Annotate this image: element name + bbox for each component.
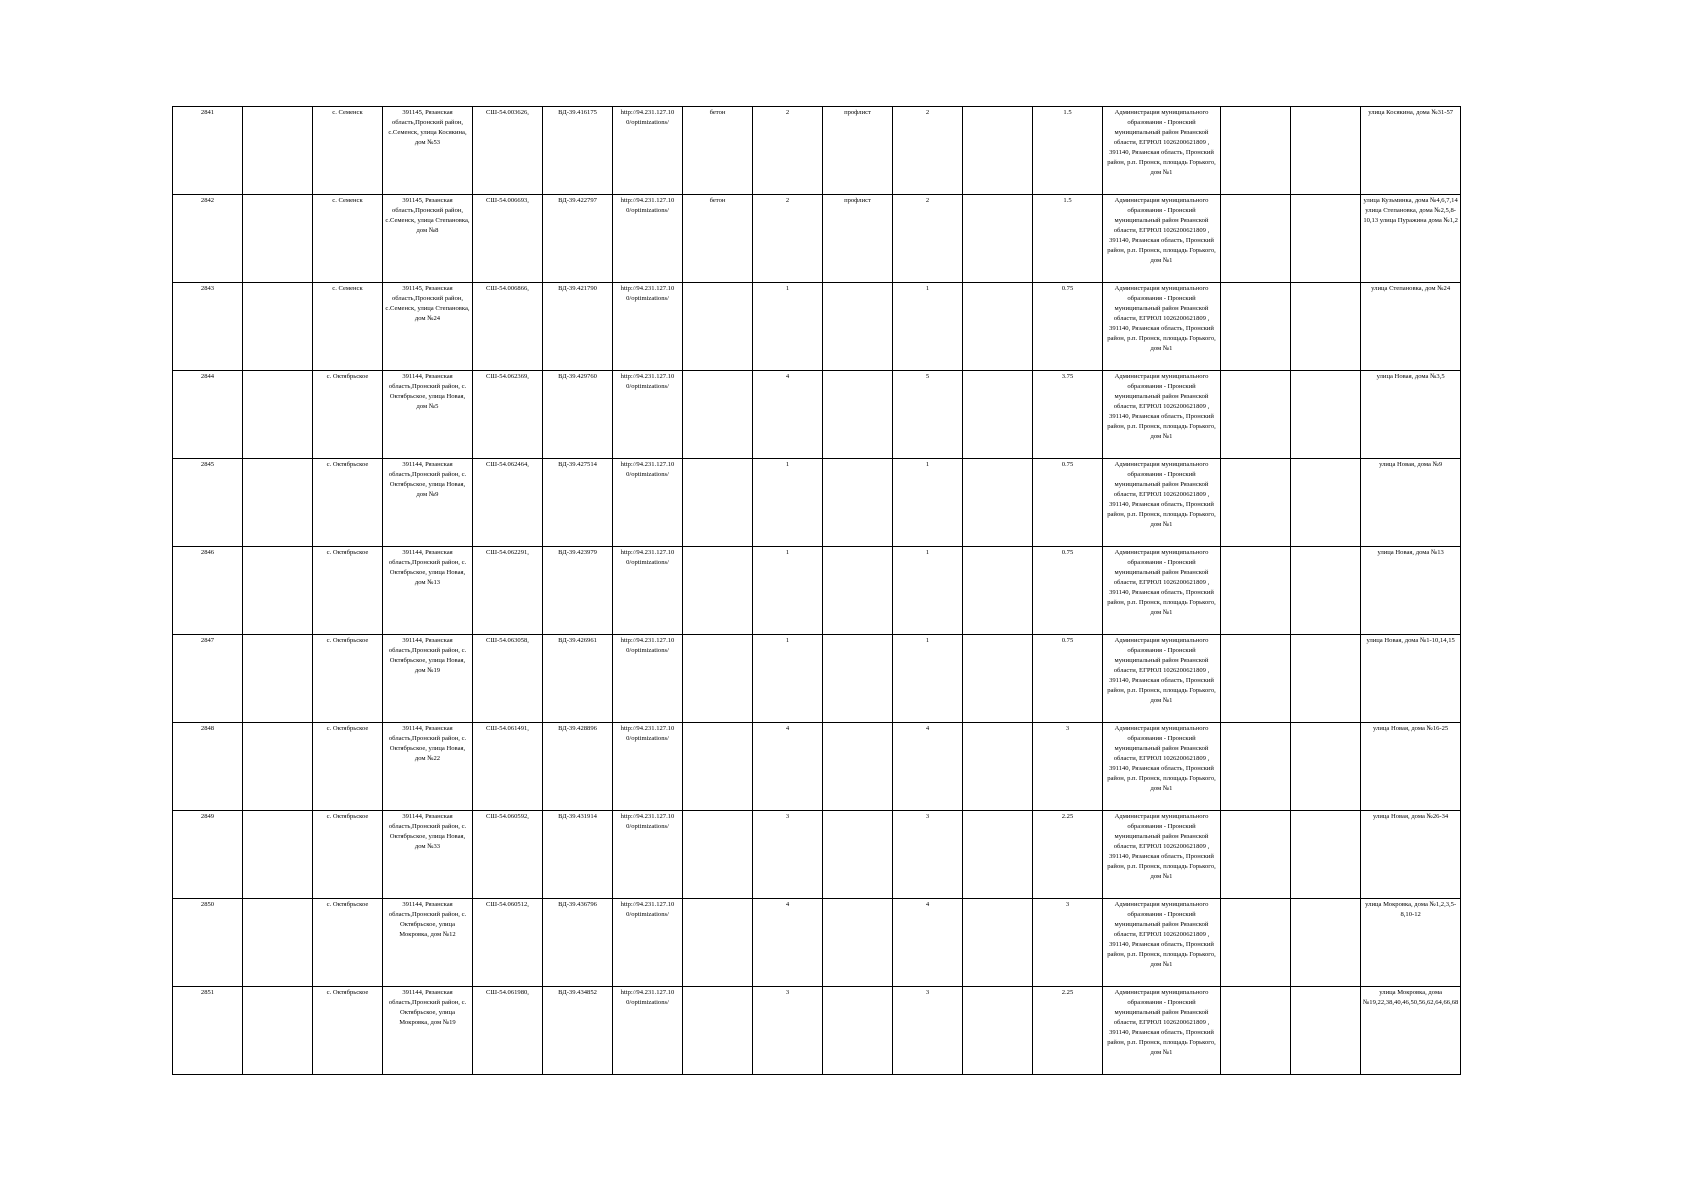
volume-cell: 0.75 <box>1033 283 1103 371</box>
longitude-cell: ВД-39.422797 <box>543 195 613 283</box>
table-row <box>173 723 1461 811</box>
row-number-cell: 2845 <box>173 459 243 547</box>
empty-cell <box>963 987 1033 1075</box>
empty-cell <box>243 635 313 723</box>
surface-cell <box>683 371 753 459</box>
fence-cell: профлист <box>823 195 893 283</box>
surface-cell <box>683 811 753 899</box>
served-streets-cell: улица Мокровка, дома №1,2,3,5-8,10-12 <box>1361 899 1461 987</box>
area-count-cell: 4 <box>753 371 823 459</box>
settlement-cell: с. Октябрьское <box>313 811 383 899</box>
row-number-cell: 2851 <box>173 987 243 1075</box>
empty-cell <box>243 987 313 1075</box>
volume-cell: 0.75 <box>1033 547 1103 635</box>
empty-cell <box>963 107 1033 195</box>
row-number-cell: 2847 <box>173 635 243 723</box>
empty-cell <box>243 547 313 635</box>
surface-cell <box>683 899 753 987</box>
settlement-cell: с. Октябрьское <box>313 459 383 547</box>
owner-org-cell: Администрация муниципального образования - Пронский муниципальный район Рязанской области, ЕГРЮЛ 1026200621809 , 391140, Рязанская область, Пронский район, р.п. Пронск, площадь Горького, дом №1 <box>1103 723 1221 811</box>
row-number-cell: 2841 <box>173 107 243 195</box>
empty-cell <box>1221 107 1291 195</box>
surface-cell <box>683 723 753 811</box>
fence-cell <box>823 899 893 987</box>
empty-cell <box>1221 283 1291 371</box>
table-row <box>173 635 1461 723</box>
longitude-cell: ВД-39.426961 <box>543 635 613 723</box>
served-streets-cell: улица Новая, дома №26-34 <box>1361 811 1461 899</box>
volume-cell: 2.25 <box>1033 811 1103 899</box>
settlement-cell: с. Октябрьское <box>313 723 383 811</box>
row-number-cell: 2843 <box>173 283 243 371</box>
volume-cell: 3 <box>1033 899 1103 987</box>
empty-cell <box>963 283 1033 371</box>
longitude-cell: ВД-39.428896 <box>543 723 613 811</box>
empty-cell <box>1291 811 1361 899</box>
served-streets-cell: улица Мокровка, дома №19,22,38,40,46,50,56,62,64,66,68 <box>1361 987 1461 1075</box>
empty-cell <box>963 547 1033 635</box>
container-count-cell: 1 <box>893 283 963 371</box>
surface-cell <box>683 635 753 723</box>
empty-cell <box>243 283 313 371</box>
fence-cell <box>823 635 893 723</box>
served-streets-cell: улица Новая, дома №1-10,14,15 <box>1361 635 1461 723</box>
latitude-cell: СШ-54.060512, <box>473 899 543 987</box>
empty-cell <box>1221 547 1291 635</box>
area-count-cell: 4 <box>753 899 823 987</box>
empty-cell <box>963 459 1033 547</box>
row-number-cell: 2850 <box>173 899 243 987</box>
owner-org-cell: Администрация муниципального образования - Пронский муниципальный район Рязанской области, ЕГРЮЛ 1026200621809 , 391140, Рязанская область, Пронский район, р.п. Пронск, площадь Горького, дом №1 <box>1103 195 1221 283</box>
volume-cell: 3.75 <box>1033 371 1103 459</box>
empty-cell <box>243 899 313 987</box>
settlement-cell: с. Октябрьское <box>313 371 383 459</box>
longitude-cell: ВД-39.436796 <box>543 899 613 987</box>
address-cell: 391144, Рязанская область,Пронский район, с. Октябрьское, улица Новая, дом №9 <box>383 459 473 547</box>
owner-org-cell: Администрация муниципального образования - Пронский муниципальный район Рязанской области, ЕГРЮЛ 1026200621809 , 391140, Рязанская область, Пронский район, р.п. Пронск, площадь Горького, дом №1 <box>1103 371 1221 459</box>
volume-cell: 3 <box>1033 723 1103 811</box>
table-row <box>173 811 1461 899</box>
empty-cell <box>243 459 313 547</box>
served-streets-cell: улица Новая, дома №16-25 <box>1361 723 1461 811</box>
owner-org-cell: Администрация муниципального образования - Пронский муниципальный район Рязанской области, ЕГРЮЛ 1026200621809 , 391140, Рязанская область, Пронский район, р.п. Пронск, площадь Горького, дом №1 <box>1103 107 1221 195</box>
address-cell: 391144, Рязанская область,Пронский район, с. Октябрьское, улица Новая, дом №13 <box>383 547 473 635</box>
area-count-cell: 3 <box>753 811 823 899</box>
empty-cell <box>1291 987 1361 1075</box>
table-row <box>173 195 1461 283</box>
empty-cell <box>963 371 1033 459</box>
table-row <box>173 107 1461 195</box>
fence-cell <box>823 459 893 547</box>
longitude-cell: ВД-39.431914 <box>543 811 613 899</box>
link-cell[interactable]: http://94.231.127.10 0/optimizations/ <box>613 547 683 635</box>
link-cell[interactable]: http://94.231.127.10 0/optimizations/ <box>613 107 683 195</box>
latitude-cell: СШ-54.062291, <box>473 547 543 635</box>
table-body <box>173 107 1461 1075</box>
latitude-cell: СШ-54.062369, <box>473 371 543 459</box>
latitude-cell: СШ-54.003626, <box>473 107 543 195</box>
container-count-cell: 1 <box>893 635 963 723</box>
address-cell: 391145, Рязанская область,Пронский район, с.Семенск, улица Степановка, дом №24 <box>383 283 473 371</box>
owner-org-cell: Администрация муниципального образования - Пронский муниципальный район Рязанской области, ЕГРЮЛ 1026200621809 , 391140, Рязанская область, Пронский район, р.п. Пронск, площадь Горького, дом №1 <box>1103 547 1221 635</box>
link-cell[interactable]: http://94.231.127.10 0/optimizations/ <box>613 635 683 723</box>
settlement-cell: с. Октябрьское <box>313 899 383 987</box>
settlement-cell: с. Семенск <box>313 107 383 195</box>
served-streets-cell: улица Кузьминка, дома №4,6,7,14 улица Степановка, дома №2,5,8-10,13 улица Пуражина дома №1,2 <box>1361 195 1461 283</box>
row-number-cell: 2848 <box>173 723 243 811</box>
served-streets-cell: улица Косякина, дома №31-57 <box>1361 107 1461 195</box>
latitude-cell: СШ-54.063058, <box>473 635 543 723</box>
table-row <box>173 987 1461 1075</box>
link-cell[interactable]: http://94.231.127.10 0/optimizations/ <box>613 459 683 547</box>
link-cell[interactable]: http://94.231.127.10 0/optimizations/ <box>613 371 683 459</box>
container-count-cell: 2 <box>893 195 963 283</box>
empty-cell <box>243 371 313 459</box>
container-count-cell: 5 <box>893 371 963 459</box>
row-number-cell: 2842 <box>173 195 243 283</box>
container-count-cell: 4 <box>893 899 963 987</box>
latitude-cell: СШ-54.061980, <box>473 987 543 1075</box>
owner-org-cell: Администрация муниципального образования - Пронский муниципальный район Рязанской области, ЕГРЮЛ 1026200621809 , 391140, Рязанская область, Пронский район, р.п. Пронск, площадь Горького, дом №1 <box>1103 459 1221 547</box>
area-count-cell: 1 <box>753 459 823 547</box>
link-cell[interactable]: http://94.231.127.10 0/optimizations/ <box>613 283 683 371</box>
address-cell: 391144, Рязанская область,Пронский район, с. Октябрьское, улица Новая, дом №19 <box>383 635 473 723</box>
surface-cell <box>683 283 753 371</box>
fence-cell <box>823 723 893 811</box>
surface-cell <box>683 459 753 547</box>
empty-cell <box>963 811 1033 899</box>
area-count-cell: 1 <box>753 547 823 635</box>
table-row <box>173 283 1461 371</box>
address-cell: 391145, Рязанская область,Пронский район, с.Семенск, улица Косякина, дом №53 <box>383 107 473 195</box>
empty-cell <box>1221 635 1291 723</box>
settlement-cell: с. Октябрьское <box>313 987 383 1075</box>
latitude-cell: СШ-54.062464, <box>473 459 543 547</box>
empty-cell <box>1291 635 1361 723</box>
address-cell: 391145, Рязанская область,Пронский район, с.Семенск, улица Степановка, дом №8 <box>383 195 473 283</box>
longitude-cell: ВД-39.434852 <box>543 987 613 1075</box>
latitude-cell: СШ-54.061491, <box>473 723 543 811</box>
link-cell[interactable]: http://94.231.127.10 0/optimizations/ <box>613 811 683 899</box>
registry-table <box>172 106 1461 1075</box>
empty-cell <box>1221 987 1291 1075</box>
empty-cell <box>1291 283 1361 371</box>
served-streets-cell: улица Степановка, дом №24 <box>1361 283 1461 371</box>
address-cell: 391144, Рязанская область,Пронский район, с. Октябрьское, улица Мокровка, дом №19 <box>383 987 473 1075</box>
settlement-cell: с. Октябрьское <box>313 635 383 723</box>
container-count-cell: 3 <box>893 811 963 899</box>
empty-cell <box>963 635 1033 723</box>
link-cell[interactable]: http://94.231.127.10 0/optimizations/ <box>613 195 683 283</box>
address-cell: 391144, Рязанская область,Пронский район, с. Октябрьское, улица Новая, дом №33 <box>383 811 473 899</box>
address-cell: 391144, Рязанская область,Пронский район, с. Октябрьское, улица Новая, дом №22 <box>383 723 473 811</box>
empty-cell <box>1291 899 1361 987</box>
owner-org-cell: Администрация муниципального образования - Пронский муниципальный район Рязанской области, ЕГРЮЛ 1026200621809 , 391140, Рязанская область, Пронский район, р.п. Пронск, площадь Горького, дом №1 <box>1103 811 1221 899</box>
latitude-cell: СШ-54.006693, <box>473 195 543 283</box>
empty-cell <box>1221 723 1291 811</box>
row-number-cell: 2844 <box>173 371 243 459</box>
owner-org-cell: Администрация муниципального образования - Пронский муниципальный район Рязанской области, ЕГРЮЛ 1026200621809 , 391140, Рязанская область, Пронский район, р.п. Пронск, площадь Горького, дом №1 <box>1103 283 1221 371</box>
container-count-cell: 2 <box>893 107 963 195</box>
longitude-cell: ВД-39.423979 <box>543 547 613 635</box>
longitude-cell: ВД-39.427514 <box>543 459 613 547</box>
settlement-cell: с. Октябрьское <box>313 547 383 635</box>
volume-cell: 1.5 <box>1033 107 1103 195</box>
surface-cell <box>683 987 753 1075</box>
longitude-cell: ВД-39.416175 <box>543 107 613 195</box>
owner-org-cell: Администрация муниципального образования - Пронский муниципальный район Рязанской области, ЕГРЮЛ 1026200621809 , 391140, Рязанская область, Пронский район, р.п. Пронск, площадь Горького, дом №1 <box>1103 987 1221 1075</box>
area-count-cell: 2 <box>753 195 823 283</box>
empty-cell <box>963 195 1033 283</box>
fence-cell <box>823 371 893 459</box>
settlement-cell: с. Семенск <box>313 283 383 371</box>
empty-cell <box>1221 899 1291 987</box>
empty-cell <box>1221 459 1291 547</box>
empty-cell <box>1291 195 1361 283</box>
empty-cell <box>243 811 313 899</box>
link-cell[interactable]: http://94.231.127.10 0/optimizations/ <box>613 987 683 1075</box>
empty-cell <box>1291 371 1361 459</box>
area-count-cell: 1 <box>753 635 823 723</box>
area-count-cell: 2 <box>753 107 823 195</box>
owner-org-cell: Администрация муниципального образования - Пронский муниципальный район Рязанской области, ЕГРЮЛ 1026200621809 , 391140, Рязанская область, Пронский район, р.п. Пронск, площадь Горького, дом №1 <box>1103 635 1221 723</box>
empty-cell <box>243 107 313 195</box>
surface-cell: бетон <box>683 195 753 283</box>
served-streets-cell: улица Новая, дома №13 <box>1361 547 1461 635</box>
row-number-cell: 2849 <box>173 811 243 899</box>
table-row <box>173 899 1461 987</box>
area-count-cell: 4 <box>753 723 823 811</box>
address-cell: 391144, Рязанская область,Пронский район, с. Октябрьское, улица Мокровка, дом №12 <box>383 899 473 987</box>
empty-cell <box>1291 459 1361 547</box>
fence-cell <box>823 283 893 371</box>
row-number-cell: 2846 <box>173 547 243 635</box>
container-count-cell: 1 <box>893 547 963 635</box>
longitude-cell: ВД-39.421790 <box>543 283 613 371</box>
container-count-cell: 3 <box>893 987 963 1075</box>
fence-cell <box>823 987 893 1075</box>
table-row <box>173 459 1461 547</box>
served-streets-cell: улица Новая, дома №3,5 <box>1361 371 1461 459</box>
table-row <box>173 371 1461 459</box>
fence-cell <box>823 811 893 899</box>
surface-cell: бетон <box>683 107 753 195</box>
served-streets-cell: улица Новая, дома №9 <box>1361 459 1461 547</box>
latitude-cell: СШ-54.060592, <box>473 811 543 899</box>
surface-cell <box>683 547 753 635</box>
empty-cell <box>243 723 313 811</box>
address-cell: 391144, Рязанская область,Пронский район, с. Октябрьское, улица Новая, дом №5 <box>383 371 473 459</box>
volume-cell: 1.5 <box>1033 195 1103 283</box>
latitude-cell: СШ-54.006866, <box>473 283 543 371</box>
fence-cell: профлист <box>823 107 893 195</box>
volume-cell: 2.25 <box>1033 987 1103 1075</box>
settlement-cell: с. Семенск <box>313 195 383 283</box>
empty-cell <box>963 899 1033 987</box>
area-count-cell: 3 <box>753 987 823 1075</box>
empty-cell <box>243 195 313 283</box>
empty-cell <box>1291 547 1361 635</box>
link-cell[interactable]: http://94.231.127.10 0/optimizations/ <box>613 723 683 811</box>
container-count-cell: 1 <box>893 459 963 547</box>
area-count-cell: 1 <box>753 283 823 371</box>
empty-cell <box>1291 107 1361 195</box>
container-count-cell: 4 <box>893 723 963 811</box>
table-row <box>173 547 1461 635</box>
owner-org-cell: Администрация муниципального образования - Пронский муниципальный район Рязанской области, ЕГРЮЛ 1026200621809 , 391140, Рязанская область, Пронский район, р.п. Пронск, площадь Горького, дом №1 <box>1103 899 1221 987</box>
fence-cell <box>823 547 893 635</box>
volume-cell: 0.75 <box>1033 459 1103 547</box>
link-cell[interactable]: http://94.231.127.10 0/optimizations/ <box>613 899 683 987</box>
empty-cell <box>1291 723 1361 811</box>
longitude-cell: ВД-39.429760 <box>543 371 613 459</box>
empty-cell <box>1221 371 1291 459</box>
empty-cell <box>1221 195 1291 283</box>
empty-cell <box>1221 811 1291 899</box>
empty-cell <box>963 723 1033 811</box>
volume-cell: 0.75 <box>1033 635 1103 723</box>
